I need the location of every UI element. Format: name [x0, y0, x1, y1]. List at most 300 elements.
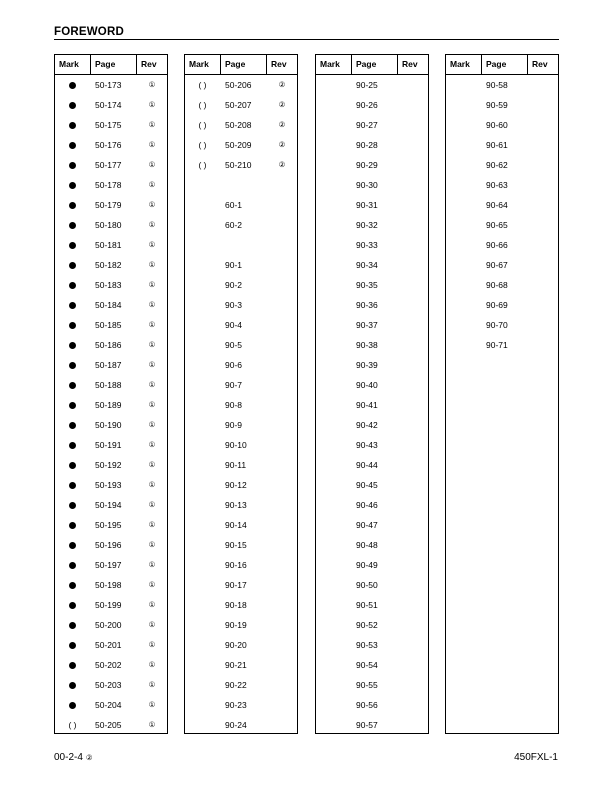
rev-cell: ①: [148, 360, 156, 369]
page-cell: 50-184: [95, 300, 122, 310]
page-cell: 90-14: [225, 520, 247, 530]
mark-cell: [55, 260, 90, 270]
rev-cell: ①: [148, 660, 156, 669]
column-header: [55, 55, 167, 75]
page-cell: 50-208: [225, 120, 252, 130]
table-row: [316, 115, 428, 135]
page-cell: 50-178: [95, 180, 122, 190]
table-row: [185, 715, 297, 735]
table-row: [316, 195, 428, 215]
page-cell: 50-193: [95, 480, 122, 490]
table-row: [185, 355, 297, 375]
column-divider: [527, 55, 528, 75]
table-row: [316, 335, 428, 355]
rev-cell: ②: [278, 160, 286, 169]
page-cell: 50-204: [95, 700, 122, 710]
table-row: [316, 515, 428, 535]
mark-cell: [55, 600, 90, 610]
filled-circle-icon: [69, 382, 76, 389]
page-list-column-4: [445, 54, 559, 734]
page-cell: 50-205: [95, 720, 122, 730]
page-title: FOREWORD: [54, 26, 124, 38]
page-cell: 50-188: [95, 380, 122, 390]
page-cell: 90-55: [356, 680, 378, 690]
page-cell: 90-40: [356, 380, 378, 390]
page-cell: 50-207: [225, 100, 252, 110]
table-row: [316, 575, 428, 595]
filled-circle-icon: [69, 342, 76, 349]
table-row: [55, 295, 167, 315]
table-row: [446, 335, 558, 355]
column-rows: [185, 75, 297, 735]
filled-circle-icon: [69, 282, 76, 289]
page-cell: 50-199: [95, 600, 122, 610]
table-row: [55, 535, 167, 555]
table-row: [185, 595, 297, 615]
table-row: [55, 95, 167, 115]
table-row: [316, 275, 428, 295]
page-cell: 90-61: [486, 140, 508, 150]
table-row: [446, 135, 558, 155]
table-row: [55, 615, 167, 635]
table-row: [185, 75, 297, 95]
column-divider: [136, 55, 137, 75]
rev-cell: ①: [148, 320, 156, 329]
table-row: [55, 475, 167, 495]
page-cell: 90-59: [486, 100, 508, 110]
page-cell: 50-186: [95, 340, 122, 350]
table-row: [55, 495, 167, 515]
table-row: [316, 535, 428, 555]
filled-circle-icon: [69, 502, 76, 509]
page-cell: 50-173: [95, 80, 122, 90]
filled-circle-icon: [69, 602, 76, 609]
filled-circle-icon: [69, 522, 76, 529]
table-row: [185, 95, 297, 115]
page-cell: 50-176: [95, 140, 122, 150]
mark-cell: [55, 660, 90, 670]
page-cell: 50-181: [95, 240, 122, 250]
table-row: [316, 395, 428, 415]
mark-cell: [55, 120, 90, 130]
mark-cell: [55, 300, 90, 310]
page-cell: 90-18: [225, 600, 247, 610]
mark-cell: [55, 340, 90, 350]
table-row: [185, 135, 297, 155]
page-cell: 90-46: [356, 500, 378, 510]
page-cell: 90-53: [356, 640, 378, 650]
table-row: [55, 375, 167, 395]
filled-circle-icon: [69, 182, 76, 189]
table-row: [55, 75, 167, 95]
page-cell: 90-21: [225, 660, 247, 670]
table-row: [185, 255, 297, 275]
page-cell: 90-50: [356, 580, 378, 590]
table-row: [185, 235, 297, 255]
rev-cell: ①: [148, 160, 156, 169]
page-cell: 50-194: [95, 500, 122, 510]
page-cell: 90-27: [356, 120, 378, 130]
column-header: [185, 55, 297, 75]
page-cell: 50-197: [95, 560, 122, 570]
rev-cell: ②: [278, 120, 286, 129]
filled-circle-icon: [69, 662, 76, 669]
mark-cell: ( ): [198, 160, 207, 170]
filled-circle-icon: [69, 642, 76, 649]
rev-cell: ①: [148, 420, 156, 429]
page-cell: 90-9: [225, 420, 243, 430]
rev-cell: ①: [148, 640, 156, 649]
rev-header: Rev: [271, 59, 287, 69]
table-row: [55, 635, 167, 655]
mark-cell: [55, 280, 90, 290]
table-row: [446, 75, 558, 95]
page-cell: 90-30: [356, 180, 378, 190]
page-cell: 60-1: [225, 200, 243, 210]
table-row: [55, 555, 167, 575]
footer-page-number-text: 00-2-4: [54, 752, 83, 763]
table-row: [55, 175, 167, 195]
page-cell: 90-62: [486, 160, 508, 170]
table-row: [185, 395, 297, 415]
page-cell: 50-206: [225, 80, 252, 90]
table-row: [316, 75, 428, 95]
table-row: [316, 715, 428, 735]
page-cell: 90-6: [225, 360, 243, 370]
table-row: [185, 335, 297, 355]
page-cell: 90-29: [356, 160, 378, 170]
page-cell: 90-33: [356, 240, 378, 250]
mark-cell: [55, 560, 90, 570]
page-cell: 90-68: [486, 280, 508, 290]
filled-circle-icon: [69, 122, 76, 129]
rev-header: Rev: [532, 59, 548, 69]
rev-cell: ①: [148, 680, 156, 689]
rev-cell: ①: [148, 480, 156, 489]
table-row: [185, 455, 297, 475]
column-rows: [55, 75, 167, 735]
table-row: [316, 615, 428, 635]
page-list-column-2: [184, 54, 298, 734]
page-cell: 90-15: [225, 540, 247, 550]
filled-circle-icon: [69, 82, 76, 89]
page-cell: 90-69: [486, 300, 508, 310]
filled-circle-icon: [69, 702, 76, 709]
table-row: [55, 355, 167, 375]
page-cell: 90-35: [356, 280, 378, 290]
table-row: [316, 455, 428, 475]
page-cell: 50-201: [95, 640, 122, 650]
page-cell: 90-16: [225, 560, 247, 570]
page-cell: 50-196: [95, 540, 122, 550]
page-cell: 50-209: [225, 140, 252, 150]
table-row: [185, 315, 297, 335]
table-row: [185, 195, 297, 215]
page-list-column-1: [54, 54, 168, 734]
rev-cell: ①: [148, 100, 156, 109]
table-row: [316, 235, 428, 255]
filled-circle-icon: [69, 442, 76, 449]
table-row: [316, 635, 428, 655]
table-row: [185, 295, 297, 315]
table-row: [55, 395, 167, 415]
page-cell: 50-189: [95, 400, 122, 410]
filled-circle-icon: [69, 362, 76, 369]
table-row: [185, 115, 297, 135]
page-cell: 90-24: [225, 720, 247, 730]
rev-cell: ①: [148, 700, 156, 709]
rev-cell: ②: [278, 100, 286, 109]
table-row: [185, 435, 297, 455]
page-cell: 50-203: [95, 680, 122, 690]
table-row: [316, 155, 428, 175]
page-cell: 90-67: [486, 260, 508, 270]
table-row: [316, 215, 428, 235]
mark-cell: [55, 140, 90, 150]
table-row: [446, 295, 558, 315]
page-cell: 90-63: [486, 180, 508, 190]
table-row: [446, 235, 558, 255]
table-row: [55, 115, 167, 135]
table-row: [316, 675, 428, 695]
filled-circle-icon: [69, 162, 76, 169]
page-cell: 90-38: [356, 340, 378, 350]
table-row: [55, 515, 167, 535]
page-cell: 90-11: [225, 460, 247, 470]
page-cell: 90-54: [356, 660, 378, 670]
page-cell: 90-28: [356, 140, 378, 150]
rev-cell: ②: [278, 80, 286, 89]
page-cell: 90-25: [356, 80, 378, 90]
mark-cell: [55, 220, 90, 230]
table-row: [55, 315, 167, 335]
page-cell: 50-195: [95, 520, 122, 530]
page-cell: 90-41: [356, 400, 378, 410]
rev-cell: ①: [148, 340, 156, 349]
page-cell: 90-56: [356, 700, 378, 710]
mark-cell: [55, 80, 90, 90]
table-row: [185, 675, 297, 695]
mark-cell: ( ): [198, 120, 207, 130]
page-cell: 50-185: [95, 320, 122, 330]
page-list-column-3: [315, 54, 429, 734]
rev-cell: ②: [278, 140, 286, 149]
mark-cell: [55, 440, 90, 450]
table-row: [185, 275, 297, 295]
table-row: [446, 115, 558, 135]
rev-cell: ①: [148, 120, 156, 129]
filled-circle-icon: [69, 542, 76, 549]
rev-cell: ①: [148, 560, 156, 569]
filled-circle-icon: [69, 142, 76, 149]
table-row: [316, 175, 428, 195]
page-cell: 90-3: [225, 300, 243, 310]
rev-cell: ①: [148, 240, 156, 249]
page-cell: 50-174: [95, 100, 122, 110]
mark-cell: ( ): [198, 140, 207, 150]
column-header: [446, 55, 558, 75]
filled-circle-icon: [69, 242, 76, 249]
table-row: [185, 695, 297, 715]
table-row: [316, 595, 428, 615]
column-divider: [397, 55, 398, 75]
table-row: [446, 175, 558, 195]
filled-circle-icon: [69, 322, 76, 329]
page-cell: 50-177: [95, 160, 122, 170]
rev-cell: ①: [148, 200, 156, 209]
page-header: Page: [225, 59, 246, 69]
table-row: [55, 415, 167, 435]
page-cell: 90-45: [356, 480, 378, 490]
rev-cell: ①: [148, 80, 156, 89]
page-cell: 90-42: [356, 420, 378, 430]
mark-cell: [55, 700, 90, 710]
table-row: [55, 715, 167, 735]
page-cell: 90-57: [356, 720, 378, 730]
mark-cell: [55, 320, 90, 330]
table-row: [446, 315, 558, 335]
column-divider: [481, 55, 482, 75]
rev-cell: ①: [148, 520, 156, 529]
filled-circle-icon: [69, 302, 76, 309]
table-row: [55, 695, 167, 715]
table-row: [55, 275, 167, 295]
page-cell: 90-60: [486, 120, 508, 130]
filled-circle-icon: [69, 482, 76, 489]
page-cell: 90-8: [225, 400, 243, 410]
rev-cell: ①: [148, 500, 156, 509]
filled-circle-icon: [69, 262, 76, 269]
page-cell: 90-1: [225, 260, 243, 270]
table-row: [446, 255, 558, 275]
column-header: [316, 55, 428, 75]
table-row: [316, 655, 428, 675]
filled-circle-icon: [69, 402, 76, 409]
page-cell: 90-23: [225, 700, 247, 710]
mark-cell: [55, 580, 90, 590]
mark-cell: [55, 480, 90, 490]
page-header: Page: [486, 59, 507, 69]
table-row: [55, 195, 167, 215]
mark-cell: [55, 380, 90, 390]
rev-header: Rev: [141, 59, 157, 69]
table-row: [185, 655, 297, 675]
table-row: [55, 595, 167, 615]
filled-circle-icon: [69, 682, 76, 689]
table-row: [55, 255, 167, 275]
page-cell: 90-49: [356, 560, 378, 570]
footer-page-number: [54, 752, 93, 763]
filled-circle-icon: [69, 202, 76, 209]
page-cell: 50-190: [95, 420, 122, 430]
mark-cell: [55, 540, 90, 550]
rev-cell: ①: [148, 460, 156, 469]
rev-cell: ①: [148, 720, 156, 729]
table-row: [316, 555, 428, 575]
page-cell: 90-36: [356, 300, 378, 310]
page-cell: 50-183: [95, 280, 122, 290]
page-cell: 90-5: [225, 340, 243, 350]
filled-circle-icon: [69, 222, 76, 229]
mark-cell: [55, 100, 90, 110]
table-row: [55, 215, 167, 235]
table-row: [316, 375, 428, 395]
page-cell: 50-202: [95, 660, 122, 670]
table-row: [316, 295, 428, 315]
table-row: [55, 675, 167, 695]
rev-cell: ①: [148, 380, 156, 389]
filled-circle-icon: [69, 562, 76, 569]
page-cell: 50-192: [95, 460, 122, 470]
filled-circle-icon: [69, 422, 76, 429]
column-rows: [446, 75, 558, 355]
page-cell: 90-13: [225, 500, 247, 510]
mark-header: Mark: [189, 59, 209, 69]
table-row: [185, 615, 297, 635]
page-cell: 60-2: [225, 220, 243, 230]
table-row: [55, 155, 167, 175]
table-row: [446, 215, 558, 235]
table-row: [185, 475, 297, 495]
table-row: [185, 415, 297, 435]
table-row: [55, 335, 167, 355]
filled-circle-icon: [69, 462, 76, 469]
mark-cell: [55, 420, 90, 430]
table-row: [185, 575, 297, 595]
rev-cell: ①: [148, 260, 156, 269]
mark-cell: [55, 360, 90, 370]
rev-cell: ①: [148, 140, 156, 149]
footer-page-rev: ②: [85, 753, 93, 762]
page-cell: 90-20: [225, 640, 247, 650]
rev-cell: ①: [148, 220, 156, 229]
page-cell: 90-47: [356, 520, 378, 530]
mark-cell: [55, 240, 90, 250]
mark-cell: [55, 500, 90, 510]
page-cell: 90-48: [356, 540, 378, 550]
rev-cell: ①: [148, 280, 156, 289]
page-cell: 90-64: [486, 200, 508, 210]
page-cell: 90-39: [356, 360, 378, 370]
table-row: [55, 455, 167, 475]
table-row: [55, 435, 167, 455]
mark-cell: ( ): [198, 80, 207, 90]
table-row: [55, 235, 167, 255]
column-rows: [316, 75, 428, 735]
page-cell: 90-19: [225, 620, 247, 630]
table-row: [316, 695, 428, 715]
table-row: [185, 495, 297, 515]
table-row: [446, 275, 558, 295]
table-row: [185, 635, 297, 655]
mark-cell: [55, 160, 90, 170]
page-cell: 50-180: [95, 220, 122, 230]
header-rule: [54, 39, 559, 40]
rev-cell: ①: [148, 440, 156, 449]
column-divider: [351, 55, 352, 75]
table-row: [185, 535, 297, 555]
mark-cell: [55, 200, 90, 210]
page-cell: 90-66: [486, 240, 508, 250]
filled-circle-icon: [69, 622, 76, 629]
mark-cell: [55, 680, 90, 690]
mark-cell: [55, 640, 90, 650]
page-cell: 90-31: [356, 200, 378, 210]
table-row: [185, 175, 297, 195]
column-divider: [266, 55, 267, 75]
page-cell: 90-65: [486, 220, 508, 230]
footer-model: 450FXL-1: [514, 752, 558, 763]
